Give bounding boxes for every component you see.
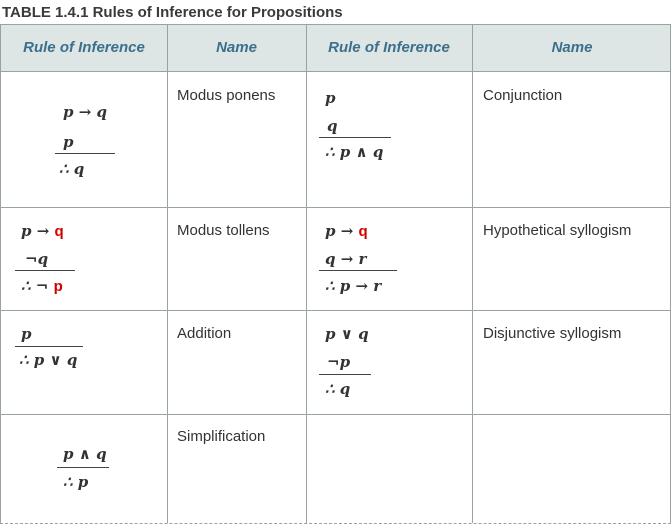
inference-line (15, 346, 83, 347)
rule-name: Hypothetical syllogism (483, 222, 632, 239)
rule-name: Disjunctive syllogism (483, 325, 622, 342)
header-rule-of-inference-1: Rule of Inference (23, 39, 145, 56)
premise: p → q (21, 222, 64, 240)
inference-line (319, 137, 391, 138)
inference-line (319, 374, 371, 375)
conclusion: ∴ p ∨ q (19, 351, 78, 369)
conclusion: ∴ p → r (325, 277, 382, 295)
inference-line (57, 467, 109, 468)
header-name-2: Name (551, 39, 593, 56)
rule-name: Modus tollens (177, 222, 270, 239)
row-divider (1, 414, 670, 415)
header-rule-of-inference-2: Rule of Inference (328, 39, 450, 56)
highlight-q: q (358, 223, 368, 240)
premise: ¬p (327, 353, 351, 371)
premise: p (21, 325, 32, 343)
row-divider (1, 310, 670, 311)
highlight-q: q (54, 223, 64, 240)
premise: q → r (325, 250, 367, 268)
highlight-p: p (53, 278, 63, 295)
rule-name: Addition (177, 325, 232, 342)
rule-name: Modus ponens (177, 87, 276, 104)
conclusion: ∴ ¬ p (21, 277, 63, 295)
inference-line (55, 153, 115, 154)
premise: p (325, 89, 336, 107)
premise: q (327, 117, 338, 135)
conclusion: ∴ p (63, 473, 89, 491)
inference-line (319, 270, 397, 271)
premise: ¬q (25, 250, 49, 268)
header-name-1: Name (216, 39, 257, 56)
conclusion: ∴ q (59, 160, 85, 178)
premise: p → q (325, 222, 368, 240)
premise: p ∨ q (325, 325, 369, 343)
row-divider (1, 207, 670, 208)
rule-name: Simplification (177, 428, 266, 445)
conclusion: ∴ p ∧ q (325, 143, 384, 161)
premise: p → q (63, 103, 107, 121)
premise: p ∧ q (63, 445, 107, 463)
column-divider (306, 25, 307, 523)
inference-line (15, 270, 75, 271)
table-header (1, 25, 670, 72)
column-divider (472, 25, 473, 523)
conclusion: ∴ q (325, 380, 351, 398)
table-caption: TABLE 1.4.1 Rules of Inference for Propositions (2, 4, 343, 21)
column-divider (167, 25, 168, 523)
premise: p (63, 133, 74, 151)
rule-name: Conjunction (483, 87, 563, 104)
rules-table (0, 24, 671, 524)
